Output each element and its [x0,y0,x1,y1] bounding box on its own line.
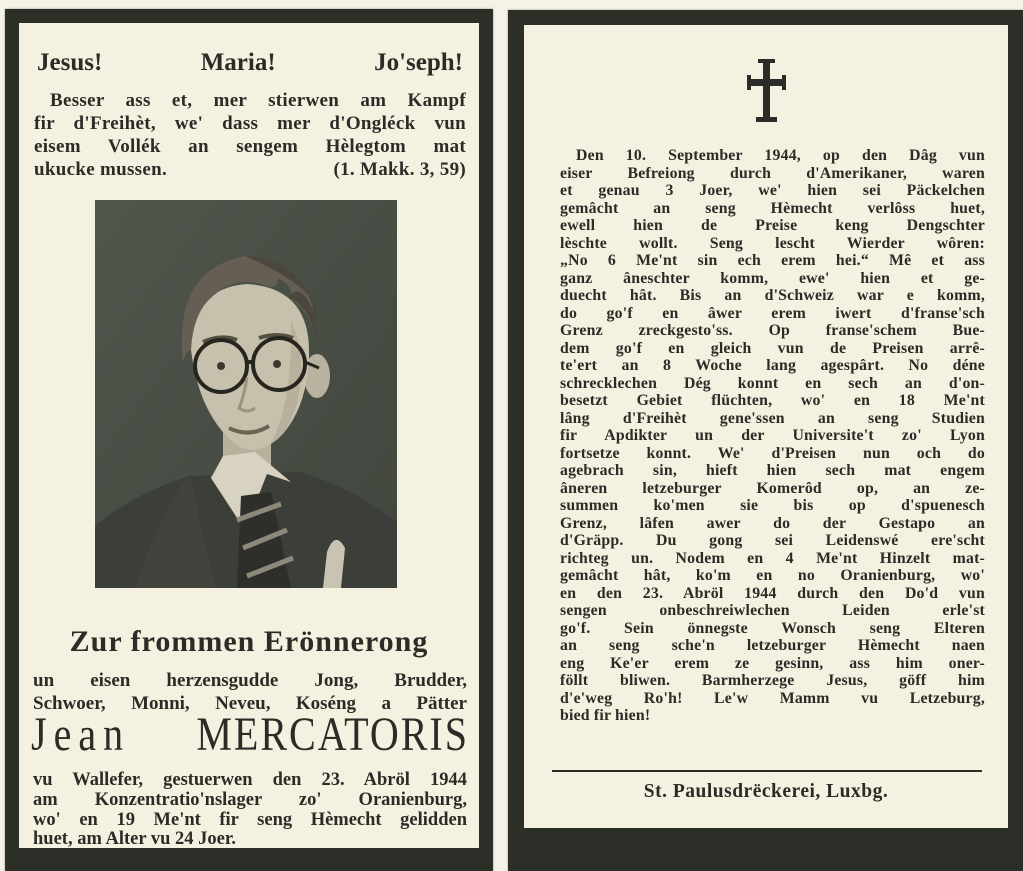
narrative-line: d'Gräpp. Du gong sei Leidenswé ere'scht [560,532,985,549]
printer-imprint: St. Paulusdrëckerei, Luxbg. [643,781,889,802]
narrative-line: föllt bliwen. Barmherzege Jesus, göff him [560,672,985,689]
right-page [524,25,1008,828]
narrative-line: duecht hât. Bis an d'Schweiz war e komm, [560,287,985,304]
narrative-line: fir Apdikter un der Universite't zo' Lyon [560,427,985,444]
narrative-line: lèschte wollt. Seng lescht Wierder wôren: [560,234,985,252]
quote-last-line [34,158,466,181]
biography-line: vu Wallefer, gestuerwen den 23. Abröl 1944 [33,770,467,790]
narrative-line: eiser Befreiong durch d'Amerikaner, waren [560,164,985,182]
biography [33,771,467,850]
narrative-line: ewell hien de Preise keng Dengschter [560,217,985,234]
invocation-maria: Maria! [200,49,276,76]
cross-icon [524,58,1008,127]
dedication-line: un eisen herzensgudde Jong, Brudder, [33,670,467,691]
narrative-line: fortsetze konnt. We' d'Preisen nun och do [560,444,985,462]
portrait-photo [95,200,397,588]
narrative-line: „No 6 Me'nt sin ech erem hei.“ Mê et ass [560,252,985,269]
memorial-narrative [560,147,985,725]
invocation-jesus: Jesus! [37,49,103,76]
narrative-line: do go'f en âwer erem iwert d'franse'sch [560,304,985,322]
narrative-line: sengen onbeschreiwlechen Leiden erle'st [560,602,985,619]
narrative-line: besetzt Gebiet flüchten, wo' en 18 Me'nt [560,392,985,409]
narrative-line: Grenz, lâfen awer do der Gestapo an [560,514,985,532]
scripture-quote [34,89,466,181]
invocation-line [37,49,463,77]
narrative-line: âneren letzeburger Komerôd op, an ze- [560,479,985,497]
right-card-frame [508,10,1023,871]
narrative-line: dem go'f en gleich vun de Preisen arrê- [560,339,985,357]
quote-line-end: ukucke mussen. [34,159,168,180]
narrative-line: ganz âneschter komm, ewe' hien et ge- [560,269,985,287]
left-page [19,23,479,848]
quote-citation: (1. Makk. 3, 59) [333,159,466,180]
footer-rule [552,770,982,772]
dedication-line: Schwoer, Monni, Neveu, Koséng a Pätter [33,693,467,714]
left-card-frame [5,9,493,871]
narrative-line: en den 23. Abröl 1944 durch den Do'd vun [560,584,985,602]
biography-line: am Konzentratio'nslager zo' Oranienburg, [33,789,467,810]
narrative-line: richteg un. Nodem en 4 Me'nt Hinzelt mat- [560,549,985,567]
narrative-line: Den 10. September 1944, op den Dâg vun [576,147,985,164]
narrative-line: an seng sche'n letzeburger Hèmecht naen [560,637,985,654]
narrative-line: d'e'weg Ro'h! Le'w Mamm vu Letzeburg, [560,689,985,707]
narrative-line: gemâcht an seng Hèmecht verlôss huet, [560,199,985,217]
narrative-line: Grenz zreckgesto'ss. Op franse'schem Bue- [560,322,985,339]
narrative-line: te'ert an 8 Woche lang agespârt. No déne [560,357,985,374]
narrative-line: et genau 3 Joer, we' hien sei Päckelchen [560,182,985,199]
narrative-line: bied fir hien! [560,707,651,724]
quote-line: fir d'Freihèt, we' dass mer d'Ongléck vun [34,113,466,134]
memorial-heading: Zur frommen Erönnerong [69,625,429,658]
invocation-joseph: Jo'seph! [374,49,463,76]
last-name: MERCATORIS [196,707,469,761]
narrative-line: agebrach sin, hieft hien sech mat engem [560,462,985,479]
first-name: Jean [31,707,131,761]
narrative-line: go'f. Sein önnegste Wonsch seng Elteren [560,619,985,637]
narrative-line: summen ko'men sie bis op d'spuenesch [560,497,985,514]
biography-line: wo' en 19 Me'nt fir seng Hèmecht gelidden [33,809,467,830]
deceased-name [31,707,469,762]
quote-line: Besser ass et, mer stierwen am Kampf [50,90,466,111]
quote-line: eisem Vollék an sengem Hèlegtom mat [34,136,466,157]
biography-line: huet, am Alter vu 24 Joer. [33,829,236,850]
narrative-line: schrecklechen Dég konnt en sech an d'on- [560,374,985,392]
narrative-line: gemâcht hât, ko'm en no Oranienburg, wo' [560,567,985,584]
narrative-line: lâng d'Freihèt gene'ssen an seng Studien [560,409,985,427]
narrative-line: eng Ke'er erem ze gesinn, ass him oner- [560,654,985,672]
